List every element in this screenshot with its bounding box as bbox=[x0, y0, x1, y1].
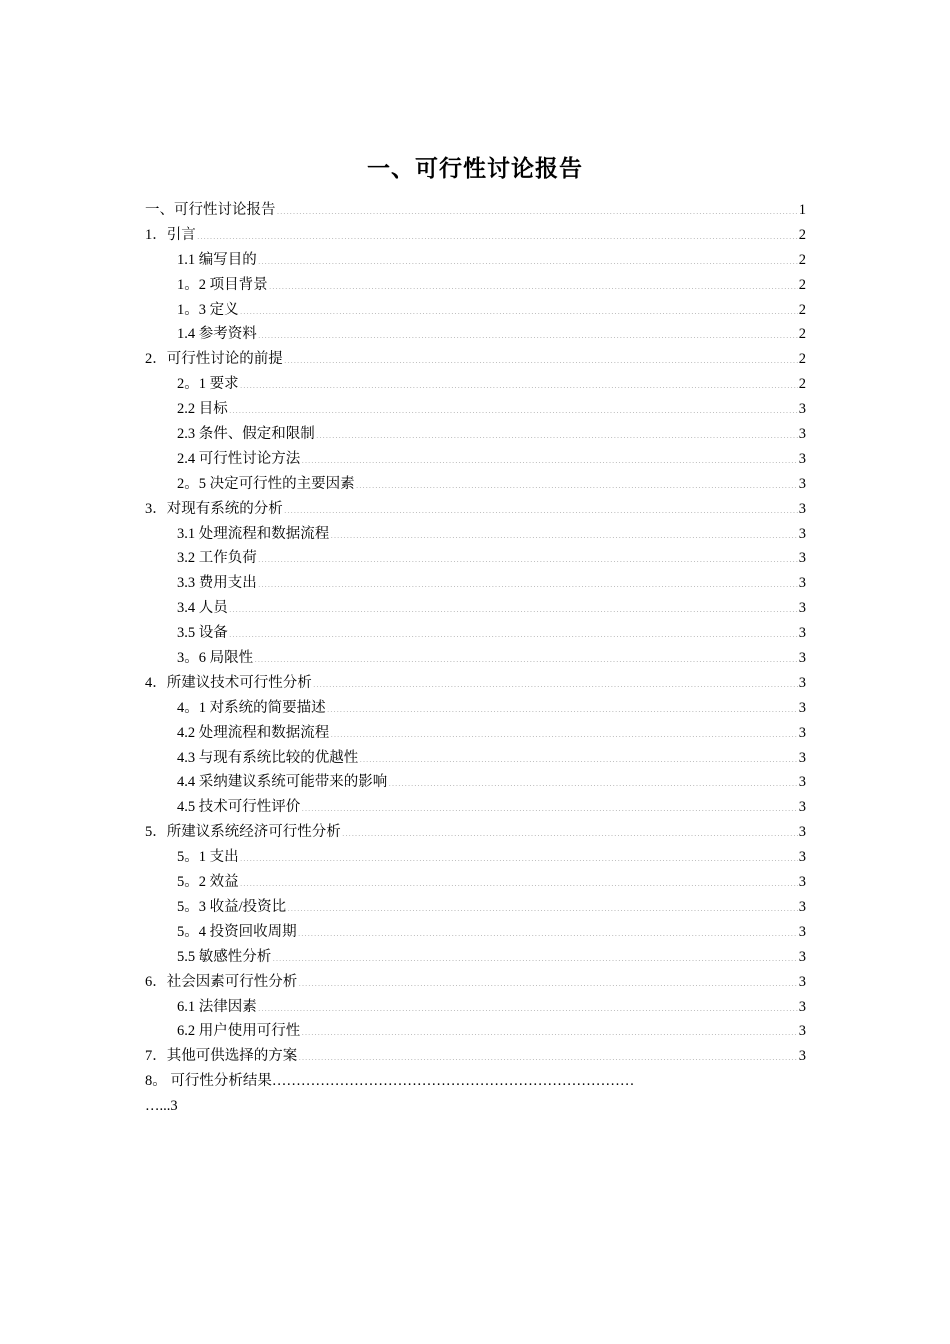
toc-entry-title: 5.5 敏感性分析 bbox=[177, 948, 272, 965]
toc-entry[interactable] bbox=[145, 671, 806, 696]
toc-dot-leader bbox=[258, 548, 798, 563]
toc-entry[interactable] bbox=[145, 970, 806, 995]
toc-page-number: 3 bbox=[798, 450, 806, 467]
toc-entry-title: 1．引言 bbox=[145, 226, 196, 243]
toc-page-number: 3 bbox=[798, 1048, 806, 1065]
toc-entry-title: 2.2 目标 bbox=[177, 401, 228, 418]
toc-dot-leader bbox=[301, 1021, 798, 1036]
toc-entry-final-line2: …...3 bbox=[145, 1098, 178, 1115]
toc-dot-leader bbox=[298, 921, 798, 936]
toc-dot-leader bbox=[301, 448, 798, 463]
toc-page-number: 3 bbox=[798, 575, 806, 592]
toc-entry-final[interactable] bbox=[145, 1069, 806, 1119]
toc-page-number: 3 bbox=[798, 948, 806, 965]
toc-dot-leader bbox=[298, 971, 798, 986]
toc-entry[interactable] bbox=[145, 895, 806, 920]
toc-entry-title: 3。6 局限性 bbox=[177, 650, 254, 667]
toc-page-number: 3 bbox=[798, 674, 806, 691]
toc-dot-leader bbox=[229, 399, 798, 414]
toc-entry[interactable] bbox=[145, 497, 806, 522]
toc-entry-title: 1.1 编写目的 bbox=[177, 251, 257, 268]
toc-dot-leader bbox=[258, 324, 798, 339]
toc-dot-leader bbox=[197, 224, 798, 239]
toc-entry[interactable] bbox=[145, 746, 806, 771]
toc-entry[interactable] bbox=[145, 447, 806, 472]
toc-entry-title: 6．社会因素可行性分析 bbox=[145, 973, 298, 990]
toc-dot-leader bbox=[240, 374, 798, 389]
toc-page-number: 2 bbox=[798, 226, 806, 243]
toc-dot-leader bbox=[298, 1046, 798, 1061]
toc-page-number: 2 bbox=[798, 351, 806, 368]
toc-entry[interactable] bbox=[145, 596, 806, 621]
toc-entry-title: 7．其他可供选择的方案 bbox=[145, 1048, 298, 1065]
toc-page-number: 2 bbox=[798, 376, 806, 393]
toc-dot-leader bbox=[269, 274, 798, 289]
toc-page-number: 3 bbox=[798, 699, 806, 716]
toc-dot-leader bbox=[301, 797, 798, 812]
toc-entry-title: 一、可行性讨论报告 bbox=[145, 202, 276, 218]
page-title: 一、可行性讨论报告 bbox=[367, 156, 583, 181]
toc-entry[interactable] bbox=[145, 870, 806, 895]
toc-page-number: 3 bbox=[798, 724, 806, 741]
toc-entry-title: 3．对现有系统的分析 bbox=[145, 500, 283, 517]
toc-page-number: 3 bbox=[798, 550, 806, 567]
toc-entry[interactable] bbox=[145, 820, 806, 845]
toc-entry-title: 5．所建议系统经济可行性分析 bbox=[145, 824, 341, 841]
toc-entry-title: 4。1 对系统的简要描述 bbox=[177, 699, 326, 716]
toc-dot-leader bbox=[356, 473, 798, 488]
toc-dot-leader bbox=[240, 872, 798, 887]
toc-entry[interactable] bbox=[145, 920, 806, 945]
table-of-contents bbox=[145, 198, 806, 1119]
toc-page-number: 1 bbox=[798, 202, 806, 218]
toc-entry[interactable] bbox=[145, 721, 806, 746]
toc-entry[interactable] bbox=[145, 372, 806, 397]
toc-dot-leader bbox=[327, 697, 798, 712]
toc-page-number: 3 bbox=[798, 525, 806, 542]
toc-entry-title: 1。2 项目背景 bbox=[177, 276, 268, 293]
toc-entry[interactable] bbox=[145, 621, 806, 646]
toc-page-number: 3 bbox=[798, 401, 806, 418]
toc-dot-leader bbox=[313, 672, 798, 687]
toc-page-number: 2 bbox=[798, 326, 806, 343]
toc-entry-title: 5。4 投资回收周期 bbox=[177, 923, 297, 940]
toc-dot-leader bbox=[229, 623, 798, 638]
toc-dot-leader bbox=[330, 722, 798, 737]
toc-entry-title: 6.2 用户使用可行性 bbox=[177, 1023, 301, 1040]
toc-entry-title: 4.4 采纳建议系统可能带来的影响 bbox=[177, 774, 388, 791]
toc-page-number: 3 bbox=[798, 426, 806, 443]
toc-entry[interactable] bbox=[145, 223, 806, 248]
toc-entry-title: 2．可行性讨论的前提 bbox=[145, 351, 283, 368]
toc-entry-title: 4.2 处理流程和数据流程 bbox=[177, 724, 330, 741]
toc-page-number: 3 bbox=[798, 799, 806, 816]
toc-entry[interactable] bbox=[145, 522, 806, 547]
toc-entry[interactable] bbox=[145, 397, 806, 422]
toc-entry[interactable] bbox=[145, 995, 806, 1020]
toc-entry[interactable] bbox=[145, 795, 806, 820]
toc-dot-leader bbox=[284, 349, 798, 364]
toc-dot-leader bbox=[284, 498, 798, 513]
toc-dot-leader bbox=[330, 523, 798, 538]
toc-page-number: 3 bbox=[798, 874, 806, 891]
toc-entry-title: 3.1 处理流程和数据流程 bbox=[177, 525, 330, 542]
toc-entry[interactable] bbox=[145, 198, 806, 223]
toc-entry-title: 4.5 技术可行性评价 bbox=[177, 799, 301, 816]
toc-entry-title: 5。3 收益/投资比 bbox=[177, 898, 287, 915]
toc-entry-title: 6.1 法律因素 bbox=[177, 998, 257, 1015]
toc-entry[interactable] bbox=[145, 845, 806, 870]
toc-entry[interactable] bbox=[145, 646, 806, 671]
toc-dot-leader bbox=[240, 847, 798, 862]
toc-page-number: 2 bbox=[798, 276, 806, 293]
toc-page-number: 3 bbox=[798, 1023, 806, 1040]
toc-dot-leader bbox=[359, 747, 798, 762]
toc-dot-leader bbox=[277, 200, 798, 215]
toc-page-number: 3 bbox=[798, 824, 806, 841]
toc-entry-title: 2。5 决定可行性的主要因素 bbox=[177, 475, 355, 492]
toc-entry[interactable] bbox=[145, 347, 806, 372]
toc-dot-leader bbox=[258, 996, 798, 1011]
toc-entry-title: 3.2 工作负荷 bbox=[177, 550, 257, 567]
toc-page-number: 3 bbox=[798, 650, 806, 667]
toc-entry[interactable] bbox=[145, 422, 806, 447]
toc-dot-leader bbox=[342, 822, 798, 837]
toc-page-number: 3 bbox=[798, 849, 806, 866]
toc-entry[interactable] bbox=[145, 472, 806, 497]
toc-page-number: 3 bbox=[798, 973, 806, 990]
toc-entry[interactable] bbox=[145, 273, 806, 298]
toc-entry[interactable] bbox=[145, 770, 806, 795]
toc-dot-leader bbox=[258, 573, 798, 588]
toc-dot-leader bbox=[258, 249, 798, 264]
toc-entry[interactable] bbox=[145, 945, 806, 970]
toc-entry-title: 2.4 可行性讨论方法 bbox=[177, 450, 301, 467]
toc-dot-leader bbox=[240, 299, 798, 314]
toc-page-number: 3 bbox=[798, 600, 806, 617]
toc-entry[interactable] bbox=[145, 1044, 806, 1069]
toc-dot-leader bbox=[272, 946, 798, 961]
toc-page-number: 3 bbox=[798, 500, 806, 517]
toc-page-number: 3 bbox=[798, 625, 806, 642]
toc-dot-leader bbox=[229, 598, 798, 613]
toc-entry-title: 3.5 设备 bbox=[177, 625, 228, 642]
toc-entry-title: 3.3 费用支出 bbox=[177, 575, 257, 592]
toc-entry-title: 4．所建议技术可行性分析 bbox=[145, 674, 312, 691]
toc-dot-leader bbox=[254, 648, 798, 663]
toc-entry-title: 2。1 要求 bbox=[177, 376, 239, 393]
toc-entry[interactable] bbox=[145, 1019, 806, 1044]
toc-page-number: 3 bbox=[798, 898, 806, 915]
toc-dot-leader bbox=[316, 424, 798, 439]
toc-page-number: 3 bbox=[798, 998, 806, 1015]
toc-entry[interactable] bbox=[145, 696, 806, 721]
toc-page-number: 3 bbox=[798, 923, 806, 940]
toc-entry-title: 4.3 与现有系统比较的优越性 bbox=[177, 749, 359, 766]
toc-entry-title: 1.4 参考资料 bbox=[177, 326, 257, 343]
toc-page-number: 3 bbox=[798, 749, 806, 766]
toc-entry-final-line1: 8。 可行性分析结果………………………………………………………………… bbox=[145, 1073, 635, 1090]
toc-dot-leader bbox=[388, 772, 798, 787]
toc-page-number: 2 bbox=[798, 301, 806, 318]
toc-entry[interactable] bbox=[145, 571, 806, 596]
toc-entry-title: 3.4 人员 bbox=[177, 600, 228, 617]
toc-dot-leader bbox=[287, 896, 798, 911]
toc-entry-title: 5。2 效益 bbox=[177, 874, 239, 891]
toc-entry[interactable] bbox=[145, 298, 806, 323]
toc-entry-title: 5。1 支出 bbox=[177, 849, 239, 866]
toc-page-number: 3 bbox=[798, 475, 806, 492]
toc-page-number: 2 bbox=[798, 251, 806, 268]
toc-page-number: 3 bbox=[798, 774, 806, 791]
toc-entry-title: 1。3 定义 bbox=[177, 301, 239, 318]
toc-entry[interactable] bbox=[145, 248, 806, 273]
toc-entry[interactable] bbox=[145, 546, 806, 571]
toc-entry[interactable] bbox=[145, 322, 806, 347]
toc-entry-title: 2.3 条件、假定和限制 bbox=[177, 426, 315, 443]
